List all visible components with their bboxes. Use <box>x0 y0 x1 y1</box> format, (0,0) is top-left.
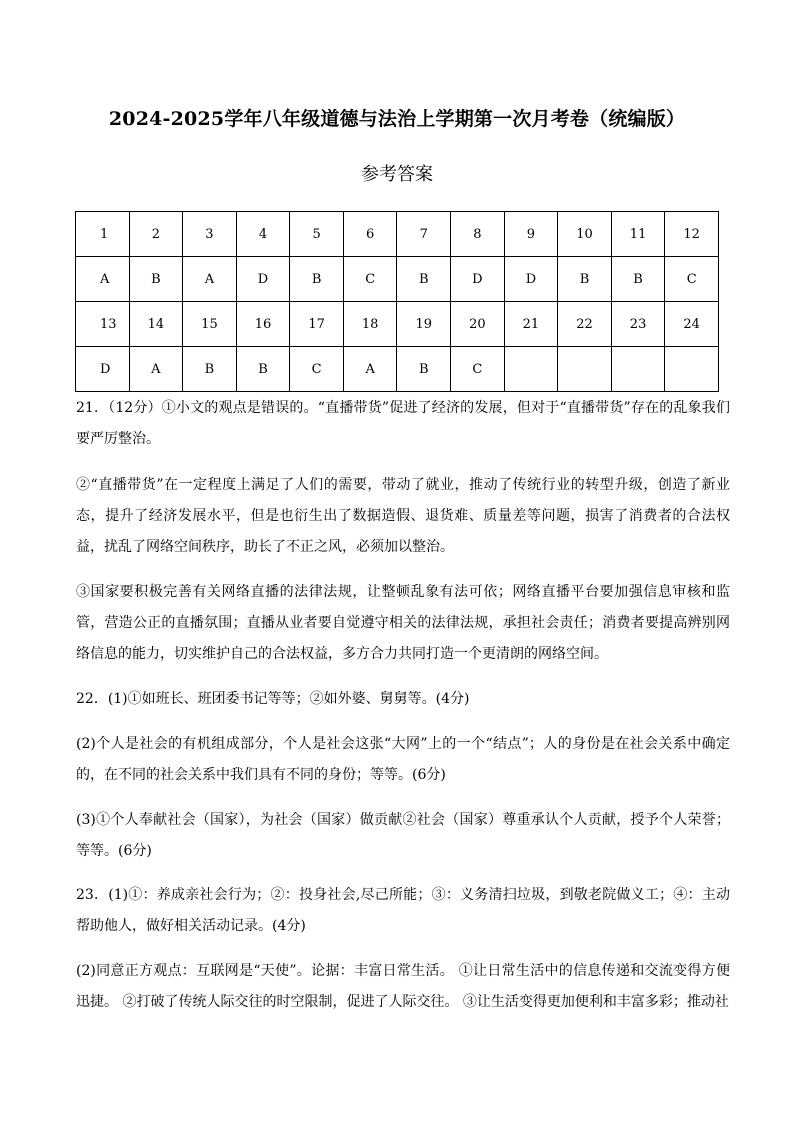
table-cell: A <box>129 347 183 392</box>
table-cell: B <box>236 347 290 392</box>
table-cell: A <box>183 257 237 302</box>
table-row <box>76 257 719 302</box>
table-cell: 20 <box>451 302 505 347</box>
table-cell <box>665 347 719 392</box>
table-cell: B <box>558 257 612 302</box>
table-cell: 7 <box>397 212 451 257</box>
table-row <box>76 347 719 392</box>
table-cell: C <box>343 257 397 302</box>
table-cell: 4 <box>236 212 290 257</box>
answer-q21-part1: 21．（12分）①小文的观点是错误的。“直播带货”促进了经济的发展，但对于“直播带货”存在的乱象我们要严厉整治。 <box>76 400 730 447</box>
table-cell: 11 <box>611 212 665 257</box>
table-cell: 16 <box>236 302 290 347</box>
page-subtitle: 参考答案 <box>361 164 433 185</box>
table-cell <box>558 347 612 392</box>
table-cell: D <box>504 257 558 302</box>
table-cell: 21 <box>504 302 558 347</box>
table-cell: 19 <box>397 302 451 347</box>
table-cell: 8 <box>451 212 505 257</box>
table-cell: 15 <box>183 302 237 347</box>
table-cell: C <box>665 257 719 302</box>
table-cell: 22 <box>558 302 612 347</box>
table-cell: 23 <box>611 302 665 347</box>
table-cell: 17 <box>290 302 344 347</box>
table-cell: 2 <box>129 212 183 257</box>
table-cell: 13 <box>76 302 130 347</box>
table-cell: A <box>76 257 130 302</box>
table-cell: 6 <box>343 212 397 257</box>
table-cell: 24 <box>665 302 719 347</box>
table-cell: D <box>451 257 505 302</box>
table-cell: 1 <box>76 212 130 257</box>
table-cell: B <box>129 257 183 302</box>
answer-table <box>75 211 719 392</box>
table-cell <box>504 347 558 392</box>
answer-q22-part3: (3)①个人奉献社会（国家），为社会（国家）做贡献②社会（国家）尊重承认个人贡献，授予个人荣誉；等等。(6分) <box>76 812 730 859</box>
table-cell: 18 <box>343 302 397 347</box>
table-cell: B <box>397 257 451 302</box>
table-row <box>76 212 719 257</box>
table-cell: D <box>76 347 130 392</box>
table-cell: B <box>183 347 237 392</box>
table-cell: 5 <box>290 212 344 257</box>
table-cell: 3 <box>183 212 237 257</box>
answer-q22-part2: (2)个人是社会的有机组成部分，个人是社会这张“大网”上的一个“结点”；人的身份是在社会关系中确定的，在不同的社会关系中我们具有不同的身份；等等。(6分) <box>76 736 730 783</box>
table-cell: B <box>397 347 451 392</box>
table-cell: B <box>290 257 344 302</box>
table-cell: D <box>236 257 290 302</box>
answer-q21-part3: ③国家要积极完善有关网络直播的法律法规，让整顿乱象有法可依；网络直播平台要加强信息审核和监管，营造公正的直播氛围；直播从业者要自觉遵守相关的法律法规，承担社会责任；消费者要提高辨别网络信息的能力，切实维护自己的合法权益，多方合力共同打造一个更清朗的网络空间。 <box>76 584 730 662</box>
page-title: 2024-2025学年八年级道德与法治上学期第一次月考卷（统编版） <box>108 108 686 130</box>
table-cell: C <box>451 347 505 392</box>
table-cell: A <box>343 347 397 392</box>
table-cell: 12 <box>665 212 719 257</box>
table-cell <box>611 347 665 392</box>
table-cell: B <box>611 257 665 302</box>
answer-q23-part1: 23．(1)①：养成亲社会行为；②：投身社会,尽己所能；③：义务清扫垃圾，到敬老院做义工；④：主动帮助他人，做好相关活动记录。(4分) <box>76 887 730 934</box>
answer-q21-part2: ②“直播带货”在一定程度上满足了人们的需要，带动了就业，推动了传统行业的转型升级，创造了新业态，提升了经济发展水平，但是也衍生出了数据造假、退货难、质量差等问题，损害了消费者的合法权益，扰乱了网络空间秩序，助长了不正之风，必须加以整治。 <box>76 477 730 555</box>
answer-q22-part1: 22．(1)①如班长、班团委书记等等；②如外婆、舅舅等。(4分) <box>76 691 470 707</box>
answer-q23-part2: (2)同意正方观点：互联网是“天使”。论据：丰富日常生活。 ①让日常生活中的信息传递和交流变得方便迅捷。 ②打破了传统人际交往的时空限制，促进了人际交往。 ③让生活变得更加便利和丰富多彩；推动社 <box>76 963 730 1010</box>
table-cell: 10 <box>558 212 612 257</box>
table-cell: 14 <box>129 302 183 347</box>
table-cell: 9 <box>504 212 558 257</box>
table-row <box>76 302 719 347</box>
table-cell: C <box>290 347 344 392</box>
